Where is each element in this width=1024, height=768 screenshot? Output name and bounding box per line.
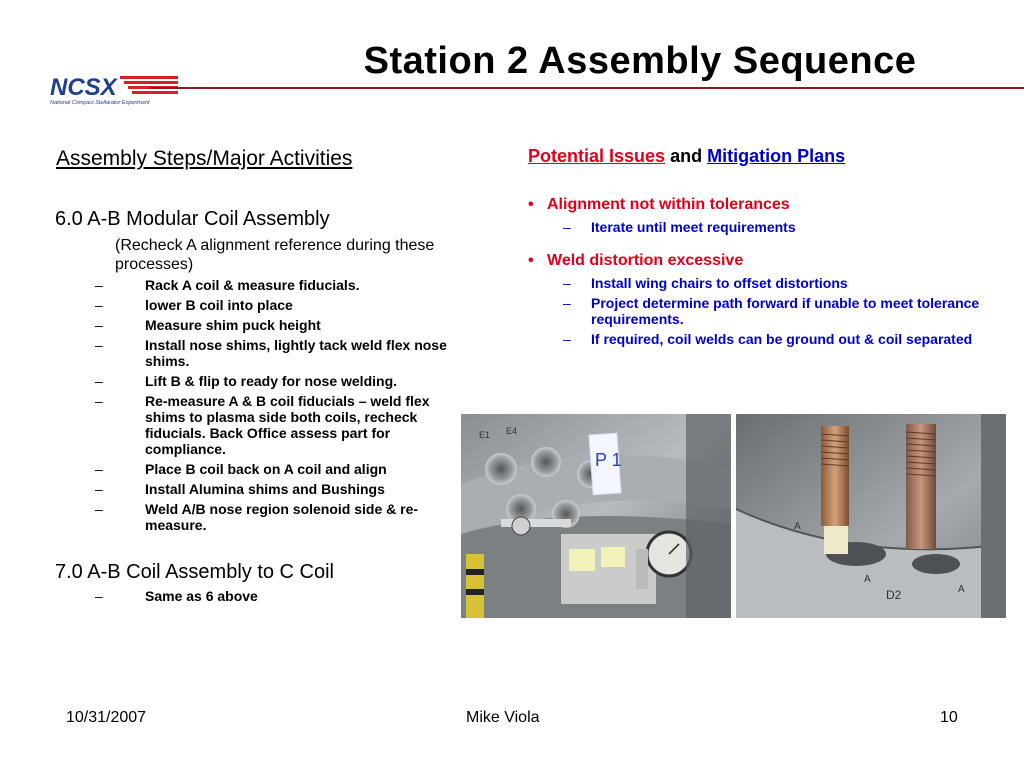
mitigation-item — [528, 275, 998, 291]
coil-measurement-photo — [461, 414, 731, 618]
step-item — [55, 588, 465, 604]
step-item — [55, 461, 465, 477]
step-item — [55, 501, 465, 533]
step-text: Rack A coil & measure fiducials. — [145, 277, 360, 293]
step-text: Install nose shims, lightly tack weld flex nose shims. — [145, 337, 447, 369]
section-7-steps — [55, 588, 465, 604]
step-text: Lift B & flip to ready for nose welding. — [145, 373, 398, 389]
svg-text:P 1: P 1 — [595, 450, 622, 470]
mitigation-text: If required, coil welds can be ground out & coil separated — [591, 331, 973, 347]
svg-text:D2: D2 — [886, 588, 902, 602]
svg-text:A: A — [958, 584, 965, 595]
section-6-number: 6.0 — [55, 208, 83, 230]
mitigation-item — [528, 331, 998, 347]
mitigation-item — [528, 295, 998, 327]
issue-item — [528, 251, 998, 271]
dash-bullet: – — [95, 317, 103, 333]
dash-bullet: – — [563, 275, 571, 291]
step-text: Install Alumina shims and Bushings — [145, 481, 385, 497]
step-text: lower B coil into place — [145, 297, 293, 313]
step-item — [55, 337, 465, 369]
assembly-steps-heading: Assembly Steps/Major Activities — [56, 147, 353, 170]
step-item — [55, 277, 465, 293]
step-item — [55, 317, 465, 333]
coil-studs-photo — [736, 414, 1006, 618]
svg-text:E1: E1 — [479, 430, 491, 440]
step-text: Measure shim puck height — [145, 317, 321, 333]
slide-title: Station 2 Assembly Sequence — [363, 40, 917, 82]
dash-bullet: – — [95, 461, 103, 477]
issues-column — [528, 144, 998, 351]
svg-text:NCSX: NCSX — [50, 74, 117, 101]
issue-item — [528, 195, 998, 215]
footer-author: Mike Viola — [466, 709, 540, 726]
footer-date: 10/31/2007 — [66, 709, 147, 726]
mitigation-item — [528, 219, 998, 235]
step-text: Same as 6 above — [145, 588, 258, 604]
dash-bullet: – — [563, 219, 571, 235]
mitigation-text: Project determine path forward if unable to meet tolerance requirements. — [591, 295, 980, 327]
issue-text: Alignment not within tolerances — [547, 196, 790, 213]
step-item — [55, 393, 465, 457]
step-item — [55, 297, 465, 313]
dash-bullet: – — [95, 393, 103, 409]
dash-bullet: – — [95, 588, 103, 604]
section-6-note: (Recheck A alignment reference during these processes) — [115, 237, 435, 273]
step-item — [55, 481, 465, 497]
section-6-steps — [55, 277, 465, 533]
dash-bullet: – — [95, 373, 103, 389]
potential-issues-link[interactable]: Potential Issues — [528, 146, 666, 166]
dash-bullet: – — [95, 337, 103, 353]
bullet: • — [528, 196, 534, 213]
section-7-title: A-B Coil Assembly to C Coil — [87, 561, 335, 583]
ncsx-logo — [48, 70, 188, 110]
section-6-heading — [55, 206, 465, 232]
step-text: Weld A/B nose region solenoid side & re-measure. — [145, 501, 419, 533]
assembly-steps-column — [55, 144, 465, 608]
dash-bullet: – — [563, 331, 571, 347]
step-item — [55, 373, 465, 389]
section-7-heading — [55, 559, 465, 585]
step-text: Re-measure A & B coil fiducials – weld flex shims to plasma side both coils, recheck fiducials. Back Office assess part for compliance. — [145, 393, 430, 457]
dash-bullet: – — [95, 501, 103, 517]
issue-text: Weld distortion excessive — [547, 252, 744, 269]
dash-bullet: – — [95, 277, 103, 293]
mitigation-list — [528, 275, 998, 347]
mitigation-text: Install wing chairs to offset distortions — [591, 275, 848, 291]
title-rule — [150, 87, 1024, 89]
dash-bullet: – — [95, 481, 103, 497]
section-7-number: 7.0 — [55, 561, 83, 583]
mitigation-plans-link[interactable]: Mitigation Plans — [707, 146, 846, 166]
bullet: • — [528, 252, 534, 269]
mitigation-list — [528, 219, 998, 235]
dash-bullet: – — [95, 297, 103, 313]
footer-page-number: 10 — [940, 709, 958, 726]
svg-text:A: A — [794, 521, 801, 532]
svg-text:E4: E4 — [506, 426, 518, 436]
section-6-title: A-B Modular Coil Assembly — [87, 208, 330, 230]
step-text: Place B coil back on A coil and align — [145, 461, 387, 477]
svg-text:National Compact Stellarator E: National Compact Stellarator Experiment — [50, 100, 150, 106]
svg-text:A: A — [864, 574, 871, 585]
heading-and: and — [670, 146, 703, 166]
issues-heading — [528, 144, 998, 168]
mitigation-text: Iterate until meet requirements — [591, 219, 796, 235]
dash-bullet: – — [563, 295, 571, 311]
